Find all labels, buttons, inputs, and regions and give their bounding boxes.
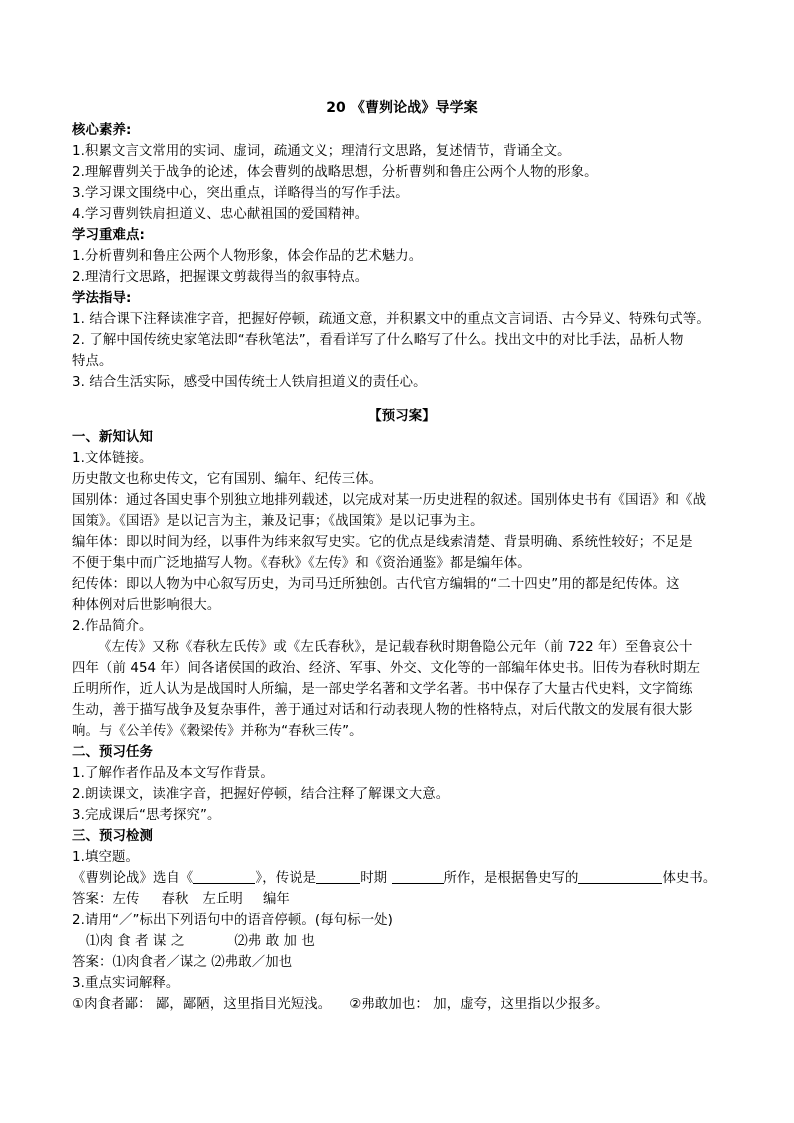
key-item: 2.理清行文思路，把握课文剪裁得当的叙事特点。 xyxy=(72,270,369,285)
genre-line: 历史散文也称史传文，它有国别、编年、纪传三体。 xyxy=(72,472,383,487)
method-line: 特点。 xyxy=(72,354,113,369)
preview-title: 【预习案】 xyxy=(368,409,436,424)
genre-line: 不便于集中而广泛地描写人物。《春秋》《左传》和《资治通鉴》都是编年体。 xyxy=(72,556,531,571)
q3-label: 3.重点实词解释。 xyxy=(72,976,180,991)
q3-item: ②弗敢加也： 加，虚夸，这里指以少报多。 xyxy=(349,997,609,1012)
intro-line: 生动，善于描写战争及复杂事件，善于通过对话和行动表现人物的性格特点，对后代散文的发展有很大影 xyxy=(72,703,693,718)
page-title: 20 《曹刿论战》导学案 xyxy=(326,100,478,116)
q3-items xyxy=(72,994,732,1015)
method-line: 2. 了解中国传统史家笔法即“春秋笔法”，看看详写了什么略写了什么。找出文中的对比手法，品析人物 xyxy=(72,333,684,348)
q2-item: ⑵弗 敢 加 也 xyxy=(234,934,315,949)
section-2-heading: 二、预习任务 xyxy=(72,745,153,760)
q2-answer: 答案：⑴肉食者／谋之 ⑵弗敢／加也 xyxy=(72,955,293,970)
intro-line: 《左传》又称《春秋左氏传》或《左氏春秋》，是记载春秋时期鲁隐公元年（前 722 年）至鲁哀公十 xyxy=(98,640,693,655)
document-content xyxy=(72,97,732,1015)
genre-line: 纪传体：即以人物为中心叙写历史，为司马迁所独创。古代官方编辑的“二十四史”用的都是纪传体。这 xyxy=(72,577,680,592)
blank-field[interactable] xyxy=(392,869,444,884)
genre-line: 国策》。《国语》是以记言为主，兼及记事；《战国策》是以记事为主。 xyxy=(72,514,484,529)
core-item: 4.学习曹刿铁肩担道义、忠心献祖国的爱国精神。 xyxy=(72,207,369,222)
q2-label: 2.请用“／”标出下列语句中的语音停顿。(每句标一处) xyxy=(72,913,394,928)
core-item: 1.积累文言文常用的实词、虚词，疏通文义；理清行文思路，复述情节，背诵全文。 xyxy=(72,144,571,159)
method-line: 3. 结合生活实际，感受中国传统士人铁肩担道义的责任心。 xyxy=(72,375,427,390)
section-1-heading: 一、新知认知 xyxy=(72,430,153,445)
blank-field[interactable] xyxy=(316,869,360,884)
intro-line: 响。与《公羊传》《穀梁传》并称为“春秋三传”。 xyxy=(72,724,363,739)
task-item: 2.朗读课文，读准字音，把握好停顿，结合注释了解课文大意。 xyxy=(72,787,450,802)
key-item: 1.分析曹刿和鲁庄公两个人物形象，体会作品的艺术魅力。 xyxy=(72,249,423,264)
answer-label: 答案： xyxy=(72,892,113,907)
answer-value: 左丘明 xyxy=(202,892,243,907)
method-line: 1. 结合课下注释读准字音，把握好停顿，疏通文意，并积累文中的重点文言词语、古今异义、特殊句式等。 xyxy=(72,312,710,327)
q1-text: 所作，是根据鲁史写的 xyxy=(443,871,579,886)
q1-text: 体史书。 xyxy=(662,871,717,886)
q1-label: 1.填空题。 xyxy=(72,850,139,865)
work-subheading: 2.作品简介。 xyxy=(72,619,153,634)
genre-line: 种体例对后世影响很大。 xyxy=(72,598,221,613)
core-item: 3.学习课文围绕中心，突出重点，详略得当的写作手法。 xyxy=(72,186,409,201)
q1-text: 时期 xyxy=(360,871,388,886)
genre-line: 国别体：通过各国史事个别独立地排列载述，以完成对某一历史进程的叙述。国别体史书有《国语》和《战 xyxy=(72,493,707,508)
section-3-heading: 三、预习检测 xyxy=(72,829,153,844)
q2-items xyxy=(72,931,732,952)
answer-value: 春秋 xyxy=(161,892,189,907)
genre-subheading: 1.文体链接。 xyxy=(72,451,153,466)
q1-text: 《曹刿论战》选自《 xyxy=(72,871,194,886)
method-heading: 学法指导: xyxy=(72,291,132,306)
blank-field[interactable] xyxy=(193,869,255,884)
q2-item: ⑴肉 食 者 谋 之 xyxy=(86,934,185,949)
key-heading: 学习重难点: xyxy=(72,228,145,243)
task-item: 3.完成课后“思考探究”。 xyxy=(72,808,221,823)
genre-line: 编年体：即以时间为经，以事件为纬来叙写史实。它的优点是线索清楚、背景明确、系统性较好；不足是 xyxy=(72,535,693,550)
core-item: 2.理解曹刿关于战争的论述，体会曹刿的战略思想，分析曹刿和鲁庄公两个人物的形象。 xyxy=(72,165,598,180)
intro-line: 丘明所作，近人认为是战国时人所编，是一部史学名著和文学名著。书中保存了大量古代史料，文字简练 xyxy=(72,682,693,697)
blank-field[interactable] xyxy=(578,869,662,884)
core-heading: 核心素养: xyxy=(72,123,132,138)
q1-fill-line xyxy=(72,868,732,889)
answer-value: 左传 xyxy=(112,892,140,907)
task-item: 1.了解作者作品及本文写作背景。 xyxy=(72,766,274,781)
answer-value: 编年 xyxy=(262,892,290,907)
q1-answer xyxy=(72,889,732,910)
q3-item: ①肉食者鄙： 鄙，鄙陋，这里指目光短浅。 xyxy=(72,997,332,1012)
intro-line: 四年（前 454 年）间各诸侯国的政治、经济、军事、外交、文化等的一部编年体史书。旧传为春秋时期左 xyxy=(72,661,701,676)
q1-text: 》，传说是 xyxy=(255,871,317,886)
